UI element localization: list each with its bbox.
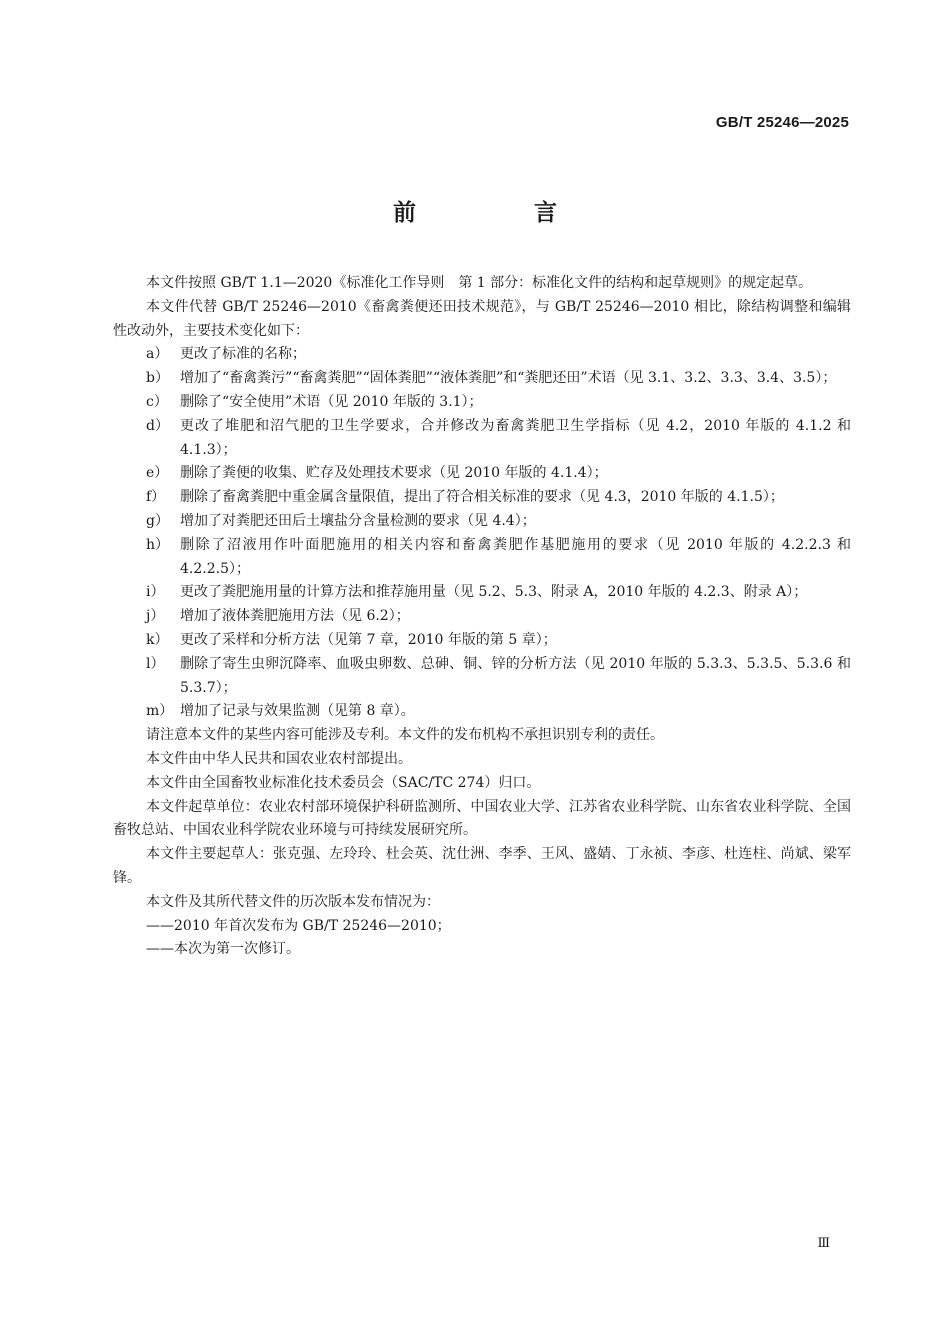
change-item	[113, 581, 851, 605]
change-label: j）	[146, 608, 165, 625]
history-item: ——本次为第一次修订。	[146, 941, 300, 958]
change-label: e）	[146, 465, 169, 482]
change-text: 删除了畜禽粪肥中重金属含量限值，提出了符合相关标准的要求（见 4.3，2010 年版的 4.1.5）；	[180, 489, 784, 506]
change-label: c）	[146, 393, 168, 410]
change-label: h）	[146, 536, 170, 553]
paragraph-patent-notice: 请注意本文件的某些内容可能涉及专利。本文件的发布机构不承担识别专利的责任。	[146, 727, 664, 744]
change-item	[113, 534, 851, 582]
change-text: 更改了采样和分析方法（见第 7 章，2010 年版的第 5 章）；	[180, 631, 557, 648]
paragraph-version-history: 本文件及其所代替文件的历次版本发布情况为：	[146, 893, 440, 910]
change-text: 删除了寄生虫卵沉降率、血吸虫卵数、总砷、铜、锌的分析方法（见 2010 年版的 5.3.3、5.3.5、5.3.6 和 5.3.7）；	[180, 655, 851, 696]
change-text: 增加了液体粪肥施用方法（见 6.2）；	[180, 608, 410, 625]
change-label: k）	[146, 631, 169, 648]
change-label: b）	[146, 370, 169, 387]
change-text: 更改了标准的名称；	[180, 346, 306, 363]
change-label: d）	[146, 417, 169, 434]
change-item	[113, 486, 851, 510]
change-item	[113, 629, 851, 653]
page-number: Ⅲ	[817, 1236, 830, 1251]
change-text: 增加了“畜禽粪污”“畜禽粪肥”“固体粪肥”“液体粪肥”和“粪肥还田”术语（见 3.1、3.2、3.3、3.4、3.5）；	[180, 370, 837, 387]
paragraph-under-jurisdiction: 本文件由全国畜牧业标准化技术委员会（SAC/TC 274）归口。	[146, 774, 541, 791]
change-label: a）	[146, 346, 169, 363]
change-item	[113, 343, 851, 367]
change-item	[113, 700, 851, 724]
paragraph-drafters: 本文件主要起草人：张克强、左玲玲、杜会英、沈仕洲、李季、王风、盛婧、丁永祯、李彦、杜连柱、尚斌、梁军锋。	[113, 846, 851, 886]
change-text: 删除了沼液用作叶面肥施用的相关内容和畜禽粪肥作基肥施用的要求（见 2010 年版的 4.2.2.3 和 4.2.2.5）；	[180, 536, 851, 577]
change-item	[113, 605, 851, 629]
change-item	[113, 653, 851, 701]
change-item	[113, 367, 851, 391]
change-text: 更改了堆肥和沼气肥的卫生学要求，合并修改为畜禽粪肥卫生学指标（见 4.2，2010 年版的 4.1.2 和 4.1.3）；	[180, 417, 851, 458]
change-text: 增加了记录与效果监测（见第 8 章）。	[180, 703, 415, 720]
change-label: l）	[146, 655, 165, 672]
page-title: 前 言	[392, 200, 612, 226]
paragraph-drafting-units: 本文件起草单位：农业农村部环境保护科研监测所、中国农业大学、江苏省农业科学院、山东省农业科学院、全国畜牧总站、中国农业科学院农业环境与可持续发展研究所。	[113, 798, 851, 839]
change-text: 删除了粪便的收集、贮存及处理技术要求（见 2010 年版的 4.1.4）；	[180, 465, 608, 482]
change-item	[113, 415, 851, 463]
change-item	[113, 462, 851, 486]
change-item	[113, 510, 851, 534]
change-item	[113, 391, 851, 415]
change-label: g）	[146, 512, 169, 529]
paragraph-replacement: 本文件代替 GB/T 25246—2010《畜禽粪便还田技术规范》，与 GB/T 25246—2010 相比，除结构调整和编辑性改动外，主要技术变化如下：	[113, 298, 851, 339]
standard-code: GB/T 25246—2025	[715, 114, 849, 131]
foreword-body	[113, 272, 851, 962]
change-text: 更改了粪肥施用量的计算方法和推荐施用量（见 5.2、5.3、附录 A，2010 年版的 4.2.3、附录 A）；	[180, 584, 808, 601]
change-label: i）	[146, 584, 165, 601]
paragraph-proposed-by: 本文件由中华人民共和国农业农村部提出。	[146, 750, 412, 767]
change-text: 删除了“安全使用”术语（见 2010 年版的 3.1）；	[180, 393, 483, 410]
change-label: f）	[146, 489, 166, 506]
change-label: m）	[146, 703, 174, 720]
history-item: ——2010 年首次发布为 GB/T 25246—2010；	[146, 917, 451, 934]
paragraph-drafting-rules: 本文件按照 GB/T 1.1—2020《标准化工作导则 第 1 部分：标准化文件的结构和起草规则》的规定起草。	[146, 275, 813, 291]
change-text: 增加了对粪肥还田后土壤盐分含量检测的要求（见 4.4）；	[180, 512, 536, 529]
